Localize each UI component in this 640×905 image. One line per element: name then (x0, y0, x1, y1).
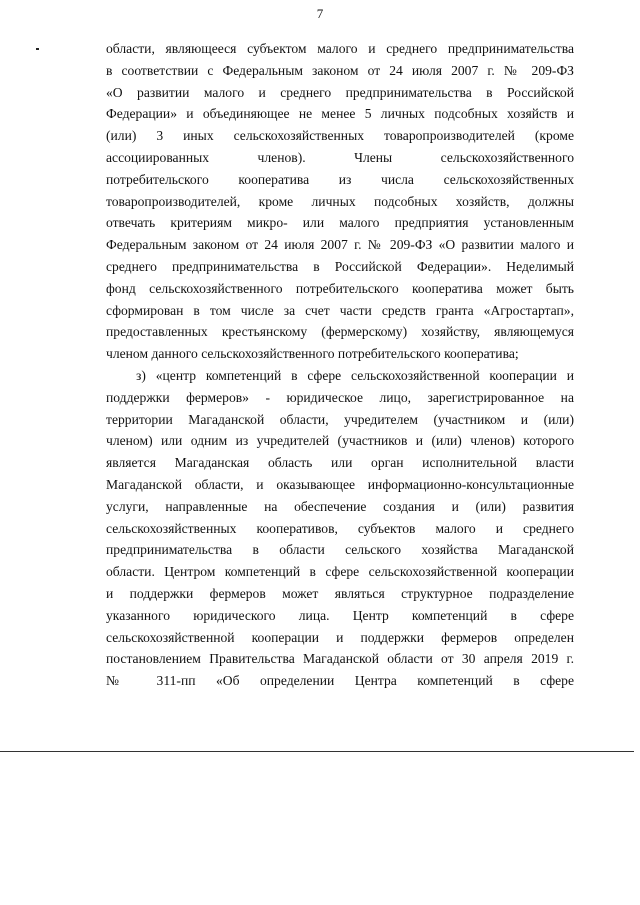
text-line: ассоциированных членов). Члены сельскохозяйственного (106, 149, 574, 165)
text-line: предоставленных крестьянскому (фермерскому) хозяйству, являющемуся (106, 324, 574, 340)
scan-mark (36, 48, 39, 50)
text-line: № 311-пп «Об определении Центра компетенций в сфере (106, 673, 574, 689)
footer-rule (0, 751, 634, 752)
text-line: указанного юридического лица. Центр компетенций в сфере (106, 607, 574, 623)
text-line: «О развитии малого и среднего предпринимательства в Российской (106, 84, 574, 100)
text-line: является Магаданская область или орган исполнительной власти (106, 455, 574, 471)
text-line: среднего предпринимательства в Российской Федерации». Неделимый (106, 258, 574, 274)
text-line: членом данного сельскохозяйственного потребительского кооператива; (106, 346, 519, 362)
text-line: области. Центром компетенций в сфере сельскохозяйственной кооперации (106, 564, 574, 580)
text-line: товаропроизводителей, кроме личных подсобных хозяйств, должны (106, 193, 574, 209)
text-line: фонд сельскохозяйственного потребительского кооператива может быть (106, 280, 574, 296)
body-text (106, 38, 574, 692)
text-line: поддержки фермеров» - юридическое лицо, зарегистрированное на (106, 389, 574, 405)
text-line: в соответствии с Федеральным законом от 24 июля 2007 г. № 209-ФЗ (106, 62, 574, 78)
text-line: (или) 3 иных сельскохозяйственных товаропроизводителей (кроме (106, 128, 574, 144)
text-line: членом) или одним из учредителей (участников и (или) членов) которого (106, 433, 574, 449)
text-line: Федерации» и объединяющее не менее 5 личных подсобных хозяйств и (106, 106, 574, 122)
text-line: Магаданской области, и оказывающее информационно-консультационные (106, 476, 574, 492)
text-line: отвечать критериям микро- или малого предприятия установленным (106, 215, 574, 231)
text-line: предпринимательства в области сельского хозяйства Магаданской (106, 542, 574, 558)
text-line: постановлением Правительства Магаданской области от 30 апреля 2019 г. (106, 651, 574, 667)
text-line: потребительского кооператива из числа сельскохозяйственных (106, 171, 574, 187)
text-line: области, являющееся субъектом малого и среднего предпринимательства (106, 41, 574, 56)
text-line: и поддержки фермеров может являться структурное подразделение (106, 585, 574, 601)
text-line: сельскохозяйственных кооперативов, субъектов малого и среднего (106, 520, 574, 536)
text-line: сельскохозяйственной кооперации и поддержки фермеров определен (106, 629, 574, 645)
text-line: услуги, направленные на обеспечение создания и (или) развития (106, 498, 574, 514)
text-line: з) «центр компетенций в сфере сельскохозяйственной кооперации и (136, 367, 574, 383)
text-line: территории Магаданской области, учредителем (участником и (или) (106, 411, 574, 427)
page-number: 7 (316, 6, 324, 21)
text-line: сформирован в том числе за счет части средств гранта «Агростартап», (106, 302, 574, 318)
text-line: Федеральным законом от 24 июля 2007 г. № 209-ФЗ «О развитии малого и (106, 237, 574, 253)
